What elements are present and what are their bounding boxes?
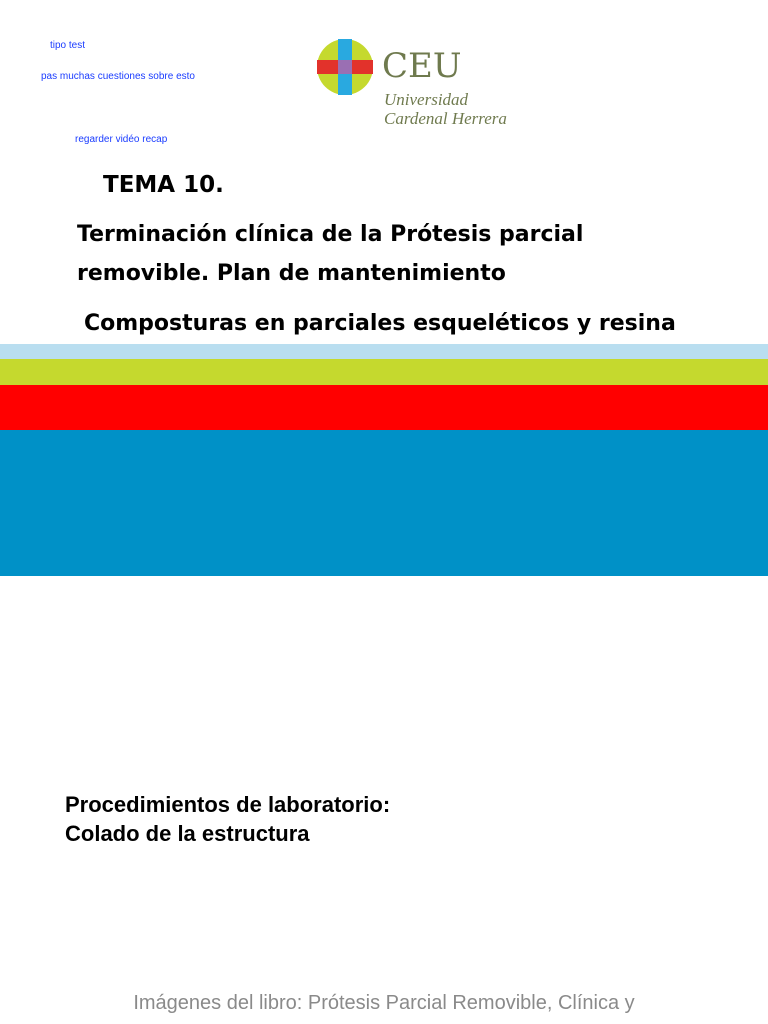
color-band-blue <box>0 430 768 576</box>
ceu-emblem-icon <box>316 38 376 98</box>
section-line-2: Colado de la estructura <box>65 821 310 846</box>
title-line-2: removible. Plan de mantenimiento <box>77 261 506 286</box>
logo-ceu-text: CEU <box>382 46 462 86</box>
subtitle-composturas: Composturas en parciales esqueléticos y resina <box>84 311 676 336</box>
note-cuestiones: pas muchas cuestiones sobre esto <box>41 71 195 82</box>
logo-cardenal-herrera: Cardenal Herrera <box>384 109 507 128</box>
color-band-red <box>0 385 768 430</box>
note-tipo-test: tipo test <box>50 40 86 51</box>
logo-universidad: Universidad <box>384 90 469 109</box>
note-video-recap: regarder vidéo recap <box>75 134 168 145</box>
section-heading <box>65 790 390 848</box>
ceu-logo <box>316 38 556 134</box>
color-band-light-blue <box>0 344 768 359</box>
image-credit-caption: Imágenes del libro: Prótesis Parcial Removible, Clínica y <box>133 992 635 1014</box>
title-line-1: Terminación clínica de la Prótesis parcial <box>77 222 584 247</box>
tema-number: TEMA 10. <box>103 172 224 198</box>
section-line-1: Procedimientos de laboratorio: <box>65 792 391 817</box>
color-band-lime <box>0 359 768 385</box>
